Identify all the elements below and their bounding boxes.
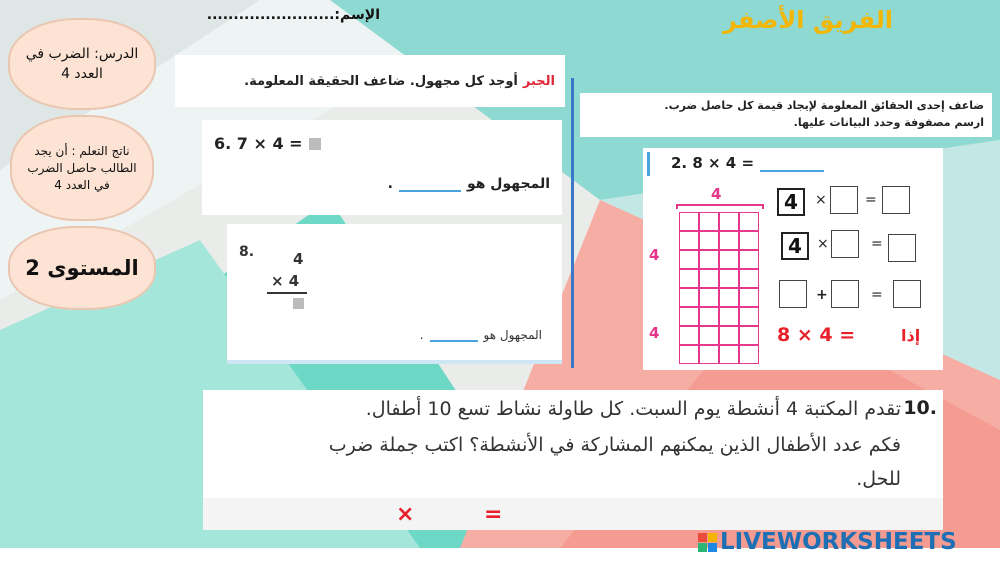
array-cell xyxy=(739,326,759,345)
level-cloud xyxy=(8,226,156,310)
array-cell xyxy=(699,345,719,364)
q6-answer-row xyxy=(388,176,550,192)
q6-end-dot: . xyxy=(387,176,393,192)
q10-input-a[interactable] xyxy=(341,502,393,526)
liveworksheets-logo-text: LIVEWORKSHEETS xyxy=(720,529,957,555)
array-top-label: 4 xyxy=(711,185,722,203)
row3-plus: + xyxy=(816,287,828,303)
question-6-panel xyxy=(202,120,562,215)
row3-input-b[interactable] xyxy=(831,280,859,308)
array-cell xyxy=(719,250,739,269)
q2-accent-bar xyxy=(647,152,650,176)
lesson-cloud xyxy=(8,18,156,110)
array-cell xyxy=(719,231,739,250)
lesson-text: الدرس: الضرب في العدد 4 xyxy=(25,46,139,82)
name-dots: ........................ xyxy=(206,7,335,23)
array-cell xyxy=(719,288,739,307)
doubling-instruction-line1: ضاعف إحدى الحقائق المعلومة لإيجاد قيمة كل حاصل ضرب. xyxy=(664,99,984,112)
array-cell xyxy=(739,288,759,307)
q8-top-number: 4 xyxy=(293,250,304,268)
array-cell xyxy=(719,269,739,288)
q2-expression xyxy=(671,154,824,172)
array-cell xyxy=(699,307,719,326)
row2-input-b[interactable] xyxy=(888,234,916,262)
row3-equals: = xyxy=(871,287,883,303)
array-cell xyxy=(679,212,699,231)
q8-unknown-label: المجهول هو xyxy=(483,328,542,342)
q10-line1: تقدم المكتبة 4 أنشطة يوم السبت. كل طاولة نشاط تسع 10 أطفال. xyxy=(365,398,901,420)
array-cell xyxy=(719,345,739,364)
row2-input-a[interactable] xyxy=(831,230,859,258)
array-cell xyxy=(699,250,719,269)
q8-operator-line: × 4 xyxy=(271,272,300,290)
question-8-panel xyxy=(227,224,562,364)
q8-unknown-square xyxy=(293,298,304,309)
q2-result-text: 8 × 4 = xyxy=(777,324,856,346)
q2-so-label: إذا xyxy=(901,326,921,345)
outcome-text: ناتج التعلم : أن يجد الطالب حاصل الضرب في العدد 4 xyxy=(27,143,137,192)
array-cell xyxy=(679,250,699,269)
q10-times: × xyxy=(396,502,415,527)
row3-input-c[interactable] xyxy=(893,280,921,308)
outcome-cloud xyxy=(10,115,154,221)
row1-input-a[interactable] xyxy=(830,186,858,214)
liveworksheets-logo[interactable] xyxy=(698,528,957,556)
q6-expression-text: 6. 7 × 4 = xyxy=(214,134,303,153)
array-cell xyxy=(739,307,759,326)
q8-rule xyxy=(267,292,307,294)
array-cell xyxy=(699,231,719,250)
row1-equals: = xyxy=(865,192,877,208)
row2-times: × xyxy=(817,236,829,252)
array-cell xyxy=(699,288,719,307)
array-cell xyxy=(699,269,719,288)
q2-expression-text: 2. 8 × 4 = xyxy=(671,154,755,172)
name-label: الإسم: xyxy=(334,7,380,23)
q8-bottom-shadow xyxy=(227,360,562,364)
array-cell xyxy=(679,288,699,307)
array-cell xyxy=(679,307,699,326)
array-cell xyxy=(739,212,759,231)
q8-number: 8. xyxy=(239,244,255,260)
array-half-divider xyxy=(679,287,759,289)
row2-equals: = xyxy=(871,236,883,252)
q6-unknown-square xyxy=(309,138,321,150)
q10-number: 10. xyxy=(903,397,937,419)
divider-line xyxy=(571,78,574,368)
liveworksheets-logo-icon xyxy=(698,533,717,552)
level-text: المستوى 2 xyxy=(25,256,139,280)
row2-given-4: 4 xyxy=(781,232,809,260)
question-2-panel xyxy=(643,148,943,370)
doubling-instruction-panel xyxy=(580,93,992,137)
row1-input-b[interactable] xyxy=(882,186,910,214)
q8-answer-row xyxy=(420,328,542,342)
q10-answer-area xyxy=(203,498,943,530)
array-grid xyxy=(679,212,759,364)
array-cell xyxy=(679,345,699,364)
q6-expression xyxy=(214,134,321,153)
question-10-panel xyxy=(203,390,943,530)
array-cell xyxy=(699,212,719,231)
name-field xyxy=(180,7,380,23)
array-cell xyxy=(719,307,739,326)
array-side-bottom-label: 4 xyxy=(649,324,660,342)
algebra-instruction-panel xyxy=(175,55,565,107)
q2-answer-blank[interactable] xyxy=(760,170,824,172)
array-cell xyxy=(679,231,699,250)
q10-input-c[interactable] xyxy=(507,502,567,526)
array-cell xyxy=(739,345,759,364)
q6-unknown-label: المجهول هو xyxy=(466,176,550,192)
array-cell xyxy=(699,326,719,345)
q6-answer-blank[interactable] xyxy=(399,190,461,192)
q10-line2: فكم عدد الأطفال الذين يمكنهم المشاركة في الأنشطة؟ اكتب جملة ضرب xyxy=(328,434,901,456)
array-cell xyxy=(739,250,759,269)
array-bracket xyxy=(676,204,764,209)
array-cell xyxy=(719,212,739,231)
array-cell xyxy=(739,269,759,288)
algebra-word: الجبر xyxy=(522,73,555,89)
array-side-top-label: 4 xyxy=(649,246,660,264)
q10-input-b[interactable] xyxy=(423,502,475,526)
algebra-instruction: أوجد كل مجهول. ضاعف الحقيقة المعلومة. xyxy=(244,73,518,89)
q2-result xyxy=(777,324,855,346)
array-cell xyxy=(719,326,739,345)
row1-given-4: 4 xyxy=(777,188,805,216)
q8-answer-blank[interactable] xyxy=(430,340,478,342)
row1-times: × xyxy=(815,192,827,208)
array-cell xyxy=(679,269,699,288)
doubling-instruction-line2: ارسم مصفوفة وحدد البيانات عليها. xyxy=(793,116,984,129)
array-cell xyxy=(739,231,759,250)
q8-end-dot: . xyxy=(419,328,424,342)
array-cell xyxy=(679,326,699,345)
q10-line3: للحل. xyxy=(856,468,901,490)
row3-input-a[interactable] xyxy=(779,280,807,308)
q10-equals: = xyxy=(484,502,503,527)
team-title: الفريق الأصفر xyxy=(723,6,893,34)
